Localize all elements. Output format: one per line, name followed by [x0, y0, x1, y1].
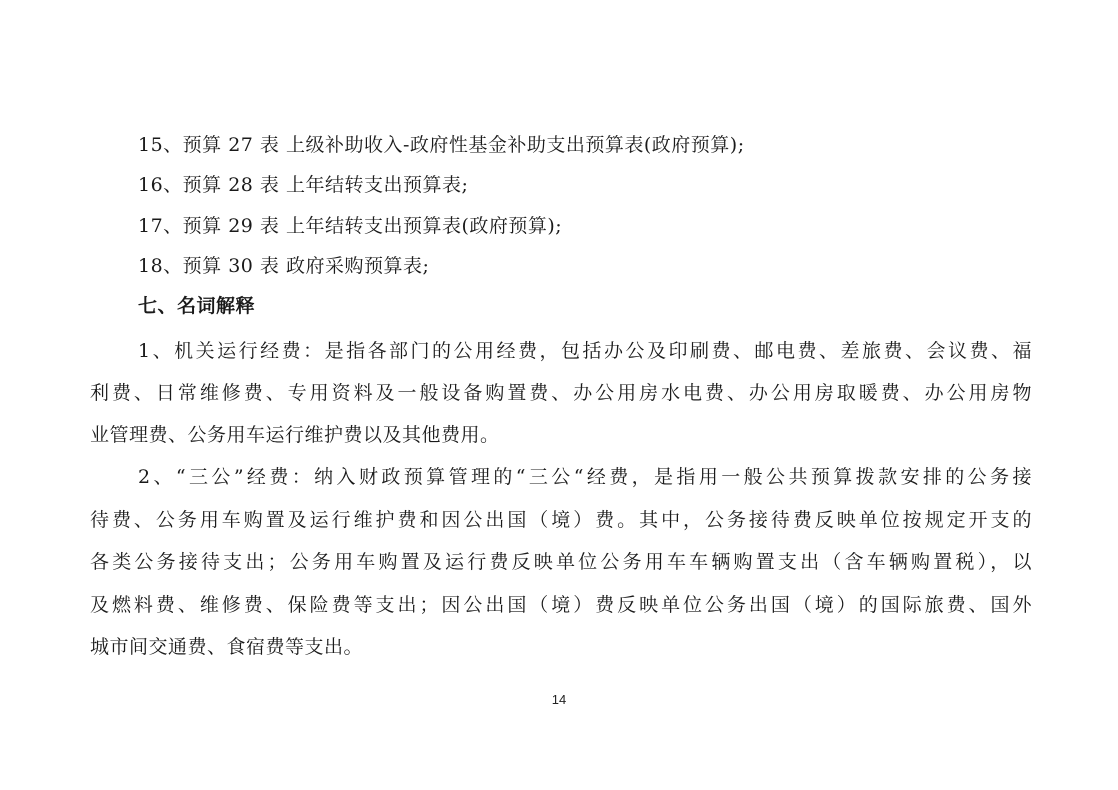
page-number: 14	[551, 692, 567, 707]
definition-2-line-5: 城市间交通费、食宿费等支出。	[90, 636, 364, 658]
definition-1-line-2: 利费、日常维修费、专用资料及一般设备购置费、办公用房水电费、办公用房取暖费、办公用房物	[90, 382, 1032, 404]
section-heading: 七、名词解释	[138, 295, 256, 317]
definition-1-line-3: 业管理费、公务用车运行维护费以及其他费用。	[90, 424, 500, 446]
list-item-18: 18、预算 30 表 政府采购预算表;	[138, 255, 430, 277]
list-item-16: 16、预算 28 表 上年结转支出预算表;	[138, 174, 469, 196]
definition-2-line-2: 待费、公务用车购置及运行维护费和因公出国（境）费。其中，公务接待费反映单位按规定开支的	[90, 509, 1032, 531]
list-item-15: 15、预算 27 表 上级补助收入-政府性基金补助支出预算表(政府预算);	[138, 134, 745, 156]
list-item-17: 17、预算 29 表 上年结转支出预算表(政府预算);	[138, 215, 563, 237]
definition-2-line-3: 各类公务接待支出；公务用车购置及运行费反映单位公务用车车辆购置支出（含车辆购置税），以	[90, 551, 1032, 573]
definition-1-line-1: 1、机关运行经费：是指各部门的公用经费，包括办公及印刷费、邮电费、差旅费、会议费、福	[138, 340, 1032, 362]
definition-2-line-1: 2、“三公”经费：纳入财政预算管理的“三公“经费，是指用一般公共预算拨款安排的公务接	[138, 466, 1032, 488]
definition-2-line-4: 及燃料费、维修费、保险费等支出；因公出国（境）费反映单位公务出国（境）的国际旅费、国外	[90, 594, 1032, 616]
